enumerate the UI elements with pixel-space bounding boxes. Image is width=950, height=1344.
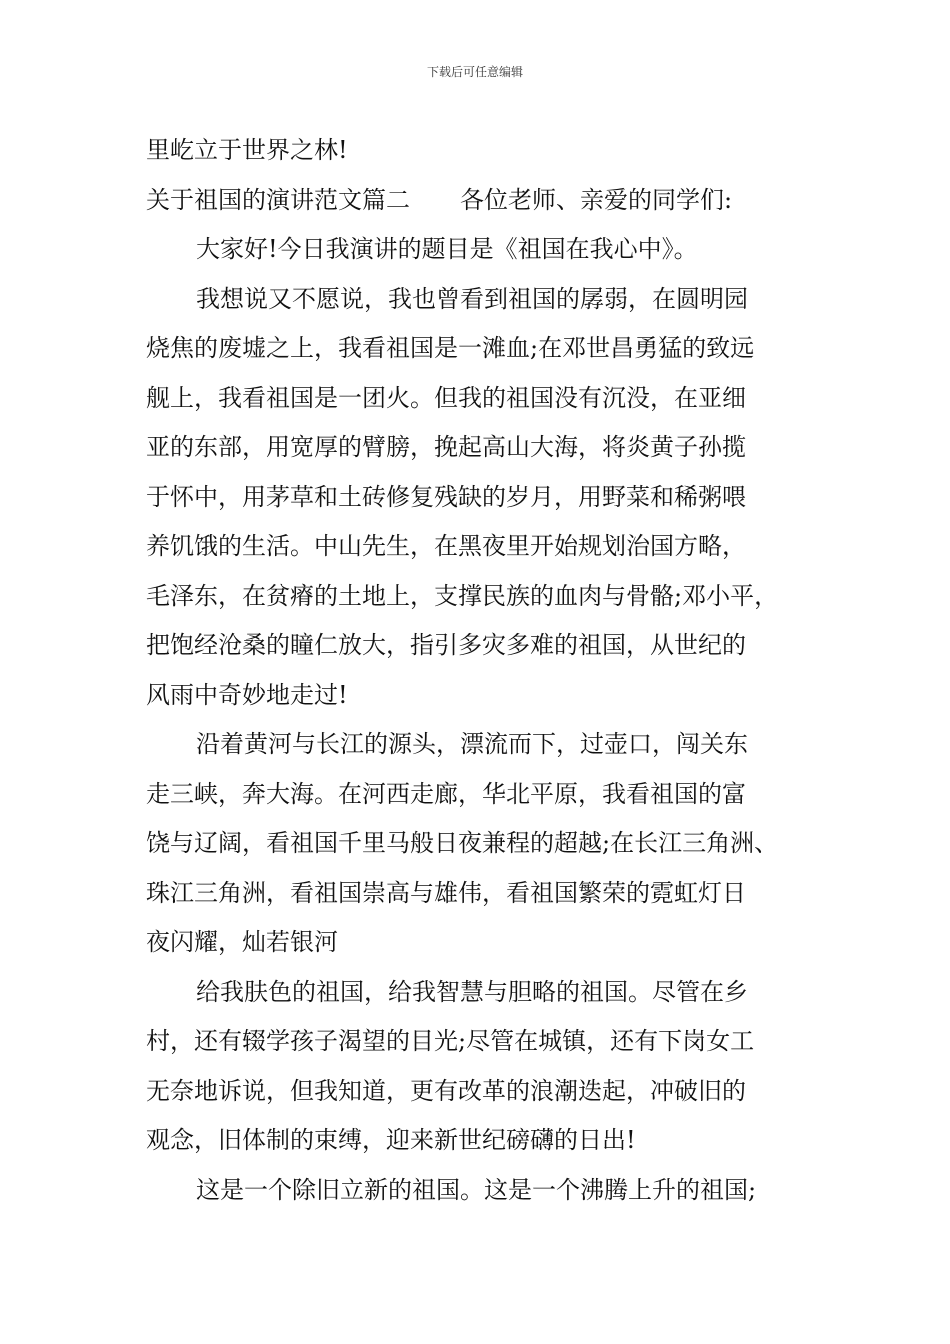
paragraph-2 <box>146 275 816 721</box>
paragraph-line: 毛泽东，在贫瘠的土地上，支撑民族的血肉与骨骼;邓小平， <box>146 581 779 610</box>
paragraph-line: 沿着黄河与长江的源头，漂流而下，过壶口，闯关东 <box>196 730 748 758</box>
page-header-note: 下载后可任意编辑 <box>426 65 523 79</box>
paragraph-line: 珠江三角洲，看祖国崇高与雄伟，看祖国繁荣的霓虹灯日 <box>146 878 746 907</box>
paragraph-line: 养饥饿的生活。中山先生，在黑夜里开始规划治国方略， <box>146 532 746 560</box>
paragraph-4 <box>146 968 816 1166</box>
paragraph-line: 无奈地诉说，但我知道，更有改革的浪潮迭起，冲破旧的 <box>146 1076 746 1105</box>
document-body <box>146 126 816 1215</box>
paragraph-line: 观念，旧体制的束缚，迎来新世纪磅礴的日出! <box>146 1126 636 1154</box>
paragraph-line: 饶与辽阔，看祖国千里马般日夜兼程的超越;在长江三角洲、 <box>146 829 779 857</box>
greeting: 各位老师、亲爱的同学们: <box>460 185 733 214</box>
section-title: 关于祖国的演讲范文篇二 <box>146 185 410 214</box>
paragraph-line: 这是一个除旧立新的祖国。这是一个沸腾上升的祖国; <box>196 1175 757 1204</box>
paragraph-3 <box>146 720 816 968</box>
paragraph-5 <box>146 1166 816 1216</box>
paragraph-line: 村，还有辍学孩子渴望的目光;尽管在城镇，还有下岗女工 <box>146 1027 755 1055</box>
paragraph-line: 舰上，我看祖国是一团火。但我的祖国没有沉没，在亚细 <box>146 383 746 412</box>
paragraph-line: 给我肤色的祖国，给我智慧与胆略的祖国。尽管在乡 <box>196 977 748 1006</box>
paragraph-line: 走三峡，奔大海。在河西走廊，华北平原，我看祖国的富 <box>146 779 746 808</box>
paragraph-line: 烧焦的废墟之上，我看祖国是一滩血;在邓世昌勇猛的致远 <box>146 334 755 362</box>
paragraph-line: 夜闪耀，灿若银河 <box>146 928 338 956</box>
paragraph-line: 亚的东部，用宽厚的臂膀，挽起高山大海，将炎黄子孙揽 <box>146 433 746 461</box>
paragraph-line: 大家好!今日我演讲的题目是《祖国在我心中》。 <box>196 235 698 263</box>
title-greeting-line <box>146 176 816 226</box>
paragraph-line: 于怀中，用茅草和土砖修复残缺的岁月，用野菜和稀粥喂 <box>146 482 746 511</box>
paragraph-line: 我想说又不愿说，我也曾看到祖国的孱弱，在圆明园 <box>196 284 748 313</box>
text-line-1: 里屹立于世界之林! <box>146 136 348 164</box>
paragraph-line: 把饱经沧桑的瞳仁放大，指引多灾多难的祖国，从世纪的 <box>146 631 746 659</box>
paragraph-line: 风雨中奇妙地走过! <box>146 680 348 709</box>
paragraph-1 <box>146 225 816 275</box>
